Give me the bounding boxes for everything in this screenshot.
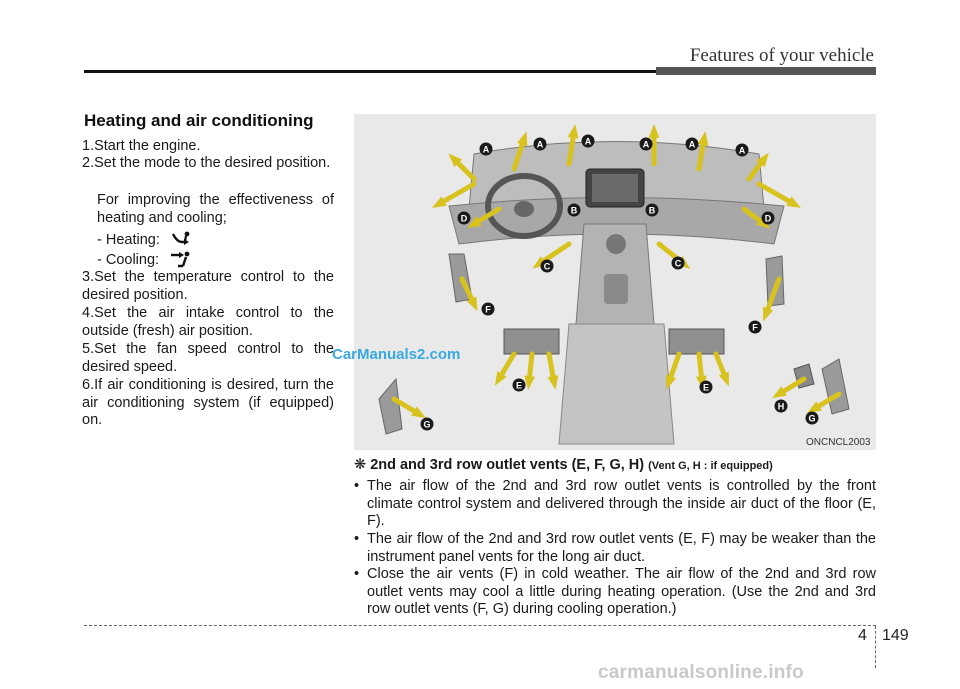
airflow-arrow-head xyxy=(719,372,729,387)
vent-label: G xyxy=(423,419,431,430)
improving-note: For improving the effectiveness of heating and cooling; xyxy=(97,192,334,226)
vent-diagram-illustration xyxy=(354,114,876,450)
airflow-arrow-head xyxy=(649,124,660,138)
step-1: 1.Start the engine. xyxy=(82,138,201,154)
page-number: 149 xyxy=(882,627,909,644)
airflow-arrow-head xyxy=(666,375,676,390)
step-6: 6.If air conditioning is desired, turn the air conditioning system (if equipped) on. xyxy=(82,377,334,428)
note-bullet-1: • The air flow of the 2nd and 3rd row outlet vents is controlled by the front climate control system and delivered through the inside air duct of the floor (E, F). xyxy=(354,478,876,529)
vent-label: C xyxy=(674,258,682,269)
airflow-arrow-head xyxy=(568,124,579,139)
vent-label: A xyxy=(584,136,592,147)
vent-label: H xyxy=(777,401,785,412)
header-bar xyxy=(656,67,876,75)
vent-label: A xyxy=(482,144,490,155)
vent-label: G xyxy=(808,413,816,424)
chapter-number: 4 xyxy=(858,627,867,644)
heating-line: - Heating: xyxy=(97,230,334,250)
note-symbol: ❋ xyxy=(354,457,367,473)
running-header: Features of your vehicle xyxy=(689,45,874,66)
vent-label: C xyxy=(543,261,551,272)
step-3: 3.Set the temperature control to the desired position. xyxy=(82,269,334,303)
figure-code: ONCNCL2003 xyxy=(806,437,871,448)
vent-label: B xyxy=(648,205,656,216)
airflow-arrow-head xyxy=(698,131,709,146)
note-bullet-2: • The air flow of the 2nd and 3rd row outlet vents (E, F) may be weaker than the instrument panel vents for the long air duct. xyxy=(354,531,876,565)
airflow-arrow-head xyxy=(517,131,527,146)
airflow-arrow-head xyxy=(548,375,559,390)
vent-label: F xyxy=(485,304,491,315)
vent-label: E xyxy=(702,382,710,393)
vent-diagram xyxy=(354,114,876,450)
vent-label: E xyxy=(515,380,523,391)
note-bullet-3: • Close the air vents (F) in cold weather. The air flow of the 2nd and 3rd row outlet vents may cool a little during heating operation. (Use the 2nd and 3rd row outlet vents (F, G) during cooling operation.) xyxy=(354,566,876,617)
vent-label: F xyxy=(752,322,758,333)
airflow-arrow-head xyxy=(524,376,535,390)
vent-label: A xyxy=(642,139,650,150)
vent-label: A xyxy=(688,139,696,150)
cooling-line: - Cooling: xyxy=(97,250,334,270)
section-title: Heating and air conditioning xyxy=(84,111,314,130)
airflow-arrow-head xyxy=(763,307,773,322)
face-mode-icon xyxy=(169,250,191,268)
vent-label: A xyxy=(738,145,746,156)
note-heading: ❋ 2nd and 3rd row outlet vents (E, F, G, H) (Vent G, H : if equipped) xyxy=(354,457,773,473)
step-4: 4.Set the air intake control to the outside (fresh) air position. xyxy=(82,305,334,339)
floor-mode-icon xyxy=(170,230,192,248)
step-5: 5.Set the fan speed control to the desired speed. xyxy=(82,341,334,375)
vent-label: D xyxy=(460,213,468,224)
header-rule xyxy=(84,70,656,73)
footer-watermark: carmanualsonline.info xyxy=(598,662,804,683)
footer-rule xyxy=(84,625,876,626)
footer-divider xyxy=(875,626,876,668)
vent-label: B xyxy=(570,205,578,216)
site-watermark: CarManuals2.com xyxy=(332,346,461,363)
airflow-arrow xyxy=(759,184,794,204)
vent-label: D xyxy=(764,213,772,224)
vent-label: A xyxy=(536,139,544,150)
step-2: 2.Set the mode to the desired position. xyxy=(82,155,331,171)
airflow-arrow xyxy=(439,184,474,204)
